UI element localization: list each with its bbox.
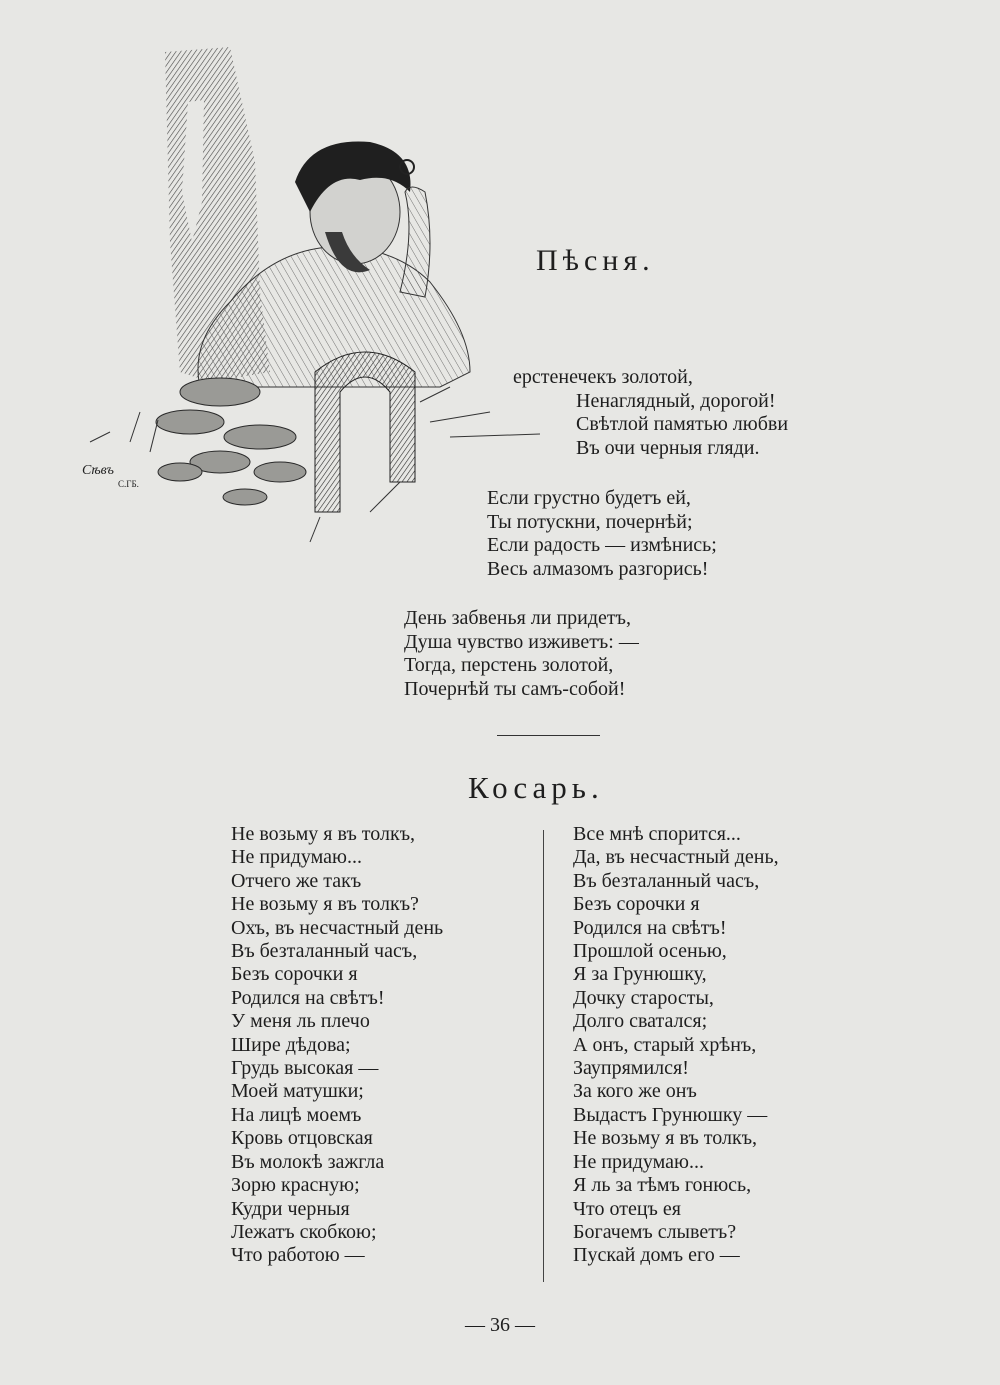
verse-line: Все мнѣ спорится... xyxy=(573,823,741,845)
verse-line: Кровь отцовская xyxy=(231,1127,373,1150)
verse-line: На лицѣ моемъ xyxy=(231,1103,362,1126)
verse-line: Прошлой осенью, xyxy=(573,940,727,963)
verse-line: Кудри черныя xyxy=(231,1197,350,1220)
verse-line: Весь алмазомъ разгорись! xyxy=(487,557,709,580)
song-title: Пѣсня. xyxy=(536,244,655,277)
verse-line: Душа чувство изживетъ: — xyxy=(404,630,639,653)
verse-line: Шире дѣдова; xyxy=(231,1033,351,1056)
verse-line: Родился на свѣтъ! xyxy=(573,916,727,939)
verse-line: Если грустно будетъ ей, xyxy=(487,487,691,509)
column-divider xyxy=(543,830,544,1282)
verse-line: Не придумаю... xyxy=(231,846,362,869)
man-with-ring-illustration xyxy=(70,42,570,562)
verse-line: Выдастъ Грунюшку — xyxy=(573,1103,768,1126)
song-stanza-3 xyxy=(404,607,639,701)
verse-line: Безъ сорочки я xyxy=(573,893,700,916)
verse-line: Зорю красную; xyxy=(231,1174,360,1197)
verse-line: Не придумаю... xyxy=(573,1150,704,1173)
verse-line: Въ молокѣ зажгла xyxy=(231,1150,385,1173)
verse-line: Не возьму я въ толкъ, xyxy=(231,823,416,845)
verse-line: День забвенья ли придетъ, xyxy=(404,607,631,629)
verse-line: Пускай домъ его — xyxy=(573,1244,740,1267)
kosar-left-column xyxy=(231,823,443,1268)
verse-line: Тогда, перстень золотой, xyxy=(404,654,614,676)
song-stanza-2 xyxy=(487,487,717,581)
artist-signature: Сѣвъ xyxy=(82,463,114,478)
verse-line: Грудь высокая — xyxy=(231,1057,379,1080)
verse-line: Богачемъ слыветъ? xyxy=(573,1220,737,1243)
verse-line: Безъ сорочки я xyxy=(231,963,358,986)
page-number: — 36 — xyxy=(465,1314,535,1336)
verse-line: Лежатъ скобкою; xyxy=(231,1220,377,1243)
kosar-right-column xyxy=(573,823,779,1268)
verse-line: Я за Грунюшку, xyxy=(573,963,707,986)
verse-line: А онъ, старый хрѣнъ, xyxy=(573,1033,757,1056)
song-stanza-1 xyxy=(513,366,788,460)
verse-line: Въ очи черныя гляди. xyxy=(576,436,760,459)
verse-line: Заупрямился! xyxy=(573,1057,689,1080)
verse-line: Ты потускни, почернѣй; xyxy=(487,510,693,533)
verse-line: Охъ, въ несчастный день xyxy=(231,916,444,939)
verse-line: За кого же онъ xyxy=(573,1080,697,1103)
kosar-title: Косарь. xyxy=(468,770,604,805)
artist-signature-sub: С.ГБ. xyxy=(118,479,139,489)
verse-line: Что отецъ ея xyxy=(573,1197,681,1220)
verse-line: Ненаглядный, дорогой! xyxy=(576,389,776,412)
verse-line: У меня ль плечо xyxy=(231,1010,370,1033)
verse-line: Въ безталанный часъ, xyxy=(231,940,418,963)
verse-line: Моей матушки; xyxy=(231,1080,364,1103)
verse-line: Отчего же такъ xyxy=(231,869,362,892)
verse-line: Что работою — xyxy=(231,1244,365,1267)
verse-line: Не возьму я въ толкъ, xyxy=(573,1127,758,1150)
verse-line: Свѣтлой памятью любви xyxy=(576,413,789,435)
verse-line: Не возьму я въ толкъ? xyxy=(231,893,419,916)
verse-line: Да, въ несчастный день, xyxy=(573,846,779,869)
verse-line: Родился на свѣтъ! xyxy=(231,986,385,1009)
verse-line: Въ безталанный часъ, xyxy=(573,869,760,892)
verse-line: Дочку старосты, xyxy=(573,986,714,1009)
verse-line: Долго сватался; xyxy=(573,1010,708,1033)
verse-line: ерстенечекъ золотой, xyxy=(513,366,693,388)
verse-line: Я ль за тѣмъ гонюсь, xyxy=(573,1174,752,1197)
verse-line: Почернѣй ты самъ-собой! xyxy=(404,677,626,700)
section-divider xyxy=(497,735,600,736)
verse-line: Если радость — измѣнись; xyxy=(487,534,717,556)
